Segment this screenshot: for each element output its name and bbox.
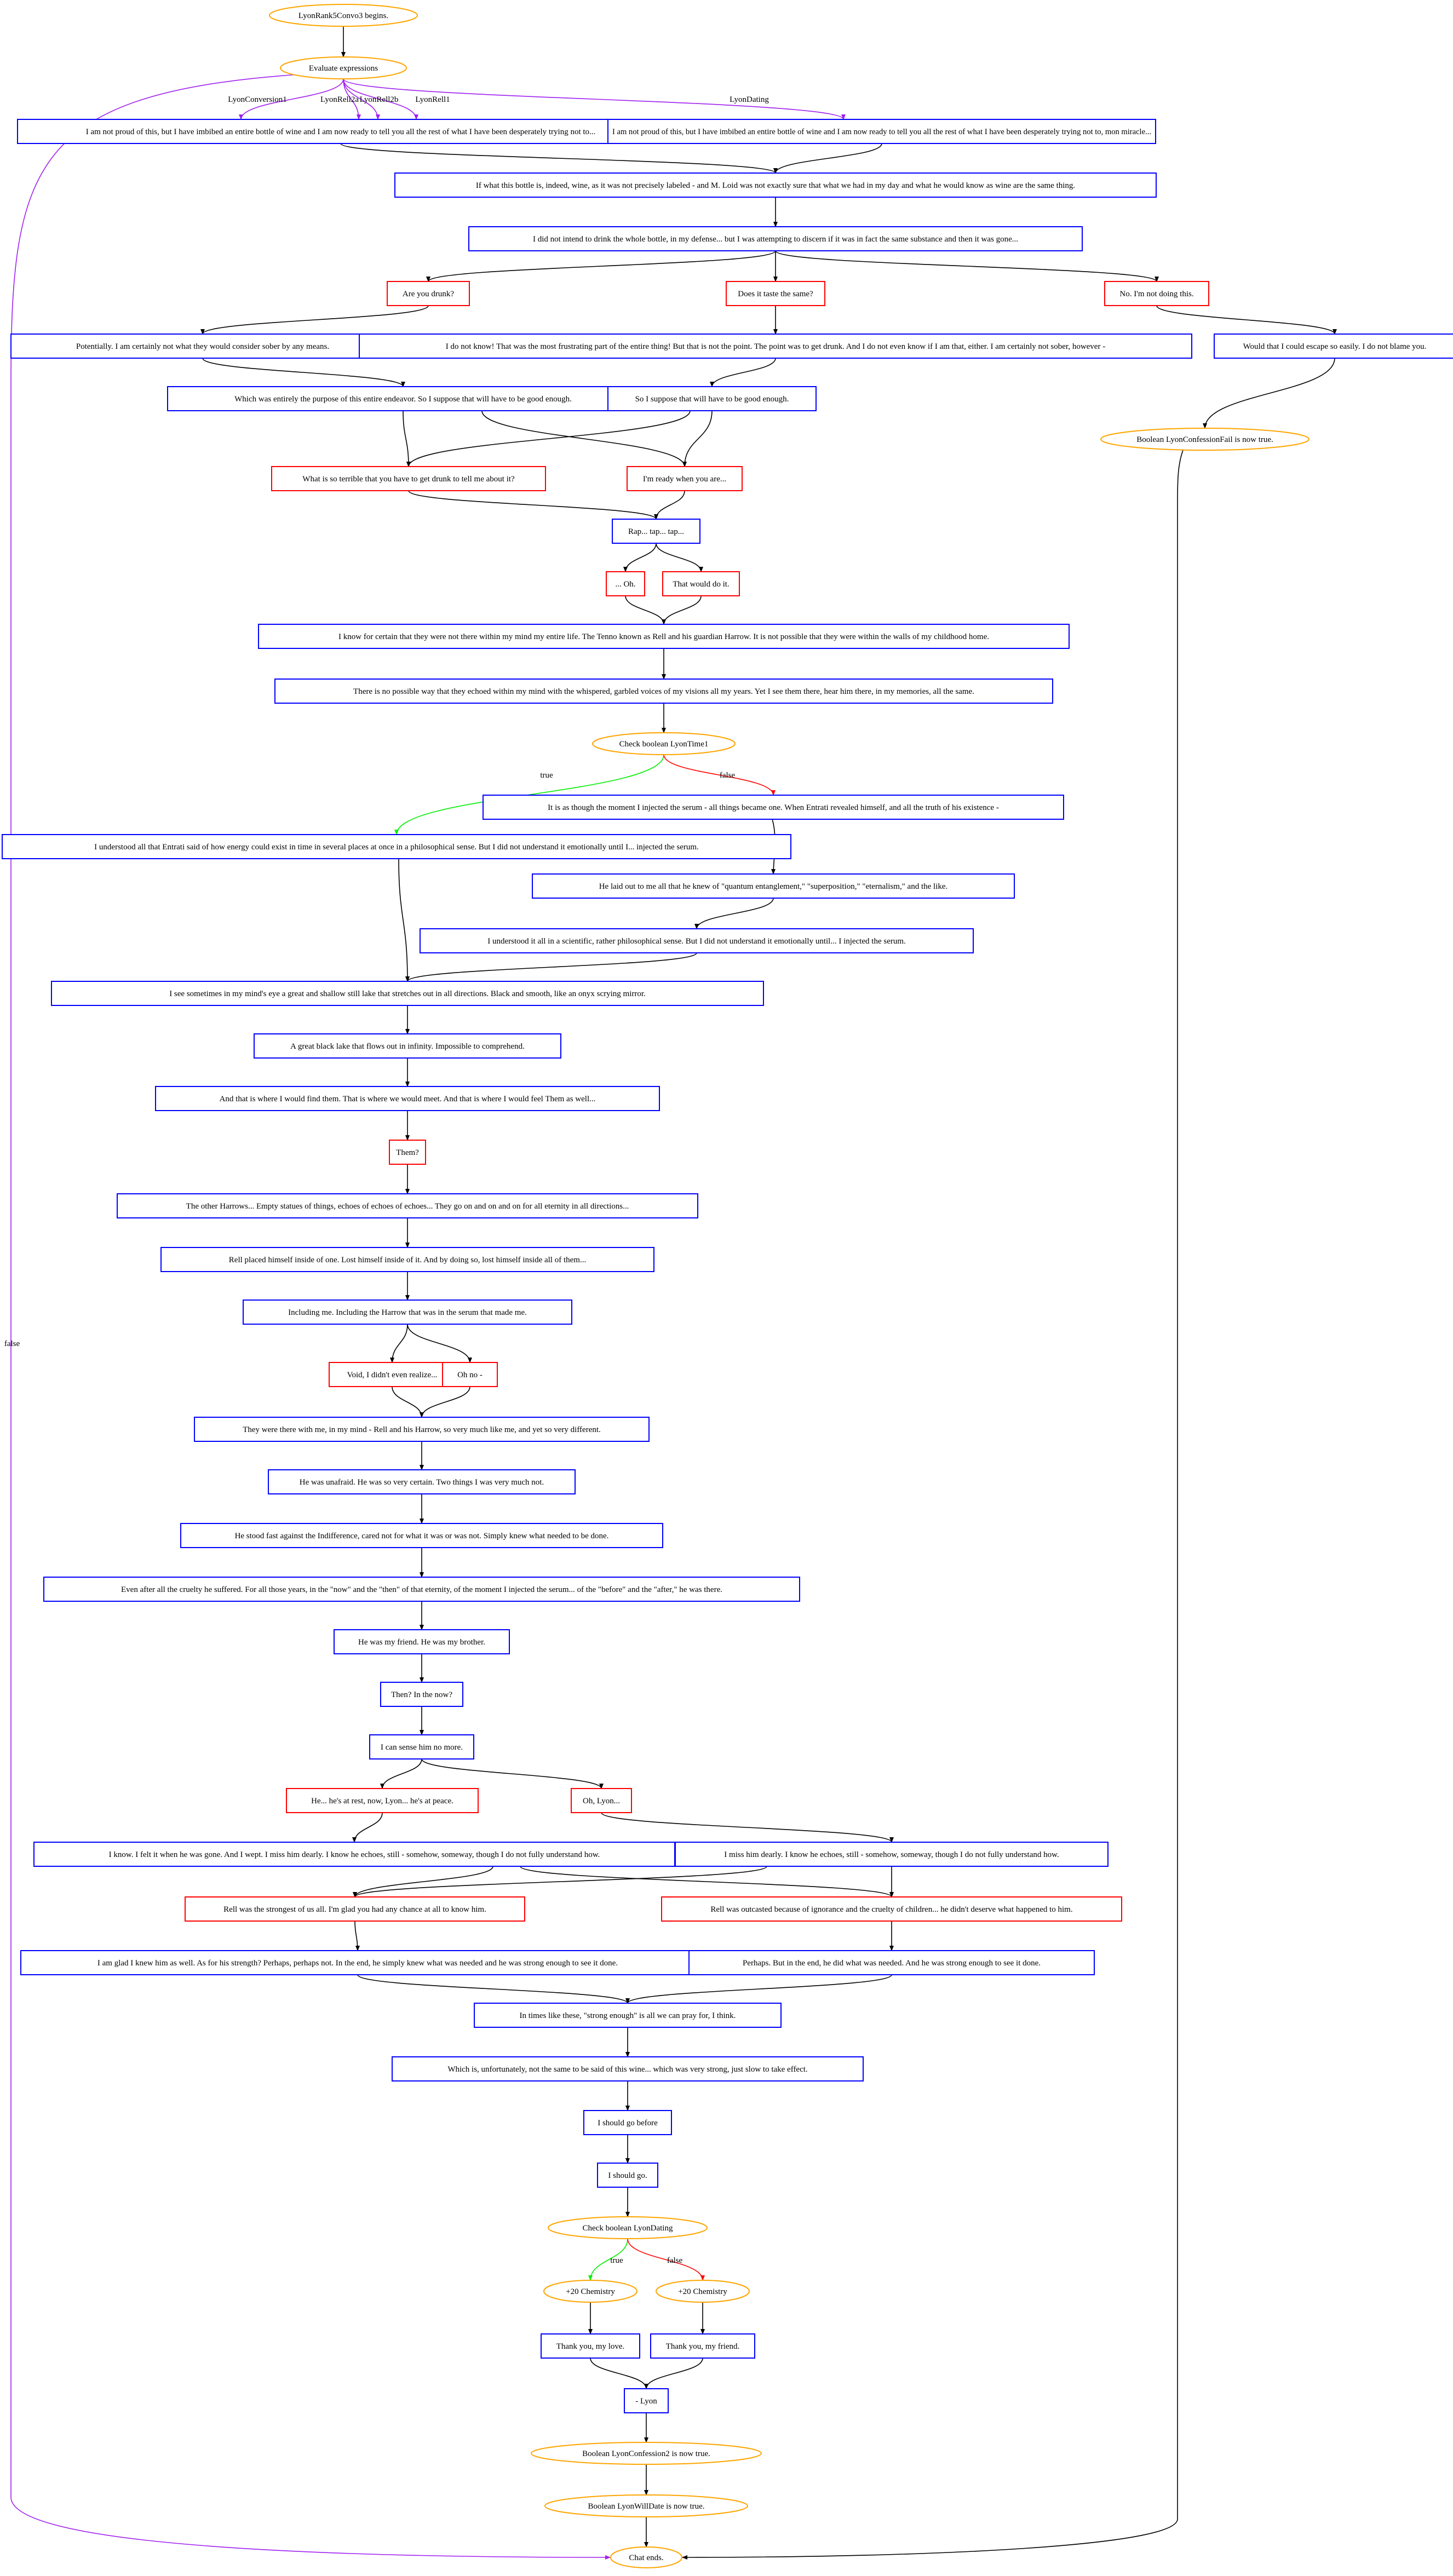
node-text: I am not proud of this, but I have imbibed an entire bottle of wine and I am now ready to tell you all the rest of what I have been desperately trying not to, mon miracle... bbox=[612, 128, 1151, 136]
node-text: I should go before bbox=[598, 2119, 658, 2128]
dialogue-node-n33 bbox=[689, 1951, 1094, 1975]
dialogue-node-n13 bbox=[483, 795, 1064, 819]
node-text: So I suppose that will have to be good enough. bbox=[635, 395, 789, 404]
node-text: Rell was outcasted because of ignorance and the cruelty of children... he didn't deserve what happened to him. bbox=[710, 1905, 1073, 1914]
edge-n10-to-c7 bbox=[656, 543, 701, 572]
node-text: Rell was the strongest of us all. I'm glad you had any chance at all to know him. bbox=[223, 1905, 486, 1914]
node-text: Would that I could escape so easily. I do not blame you. bbox=[1243, 342, 1427, 351]
dialogue-node-n22 bbox=[243, 1300, 572, 1324]
choice-node-c8 bbox=[389, 1140, 426, 1164]
event-node-e2 bbox=[656, 2280, 749, 2302]
edge-n39-to-n40 bbox=[646, 2358, 703, 2389]
dialogue-node-n21 bbox=[161, 1247, 654, 1272]
node-text: In times like these, "strong enough" is all we can pray for, I think. bbox=[519, 2011, 736, 2020]
choice-node-c11 bbox=[286, 1789, 478, 1813]
edge-n33-to-n34 bbox=[628, 1975, 892, 2003]
edge-label-true-chk2: true bbox=[610, 2256, 623, 2265]
node-text: +20 Chemistry bbox=[678, 2287, 727, 2296]
edge-c7-to-n11 bbox=[664, 596, 701, 624]
node-text: If what this bottle is, indeed, wine, as it was not precisely labeled - and M. Loid was not exactly sure that what we had in my day and what he would know as wine are the same thing. bbox=[475, 181, 1076, 190]
edge-n22-to-c10 bbox=[407, 1324, 470, 1362]
dialogue-node-n11 bbox=[259, 624, 1069, 648]
dialogue-node-n34 bbox=[474, 2003, 781, 2027]
dialogue-node-n19 bbox=[156, 1086, 659, 1111]
node-text: Evaluate expressions bbox=[308, 64, 378, 73]
dialogue-node-n16 bbox=[420, 929, 973, 953]
dialogue-node-n8 bbox=[168, 387, 639, 411]
node-text: Check boolean LyonDating bbox=[582, 2224, 673, 2233]
edge-label-true-chk1: true bbox=[540, 771, 553, 780]
dialogue-node-n36 bbox=[584, 2111, 671, 2135]
node-text: Potentially. I am certainly not what they would consider sober by any means. bbox=[76, 342, 330, 351]
node-text: He laid out to me all that he knew of "quantum entanglement," "superposition," "eternalism," and the like. bbox=[599, 882, 948, 891]
choice-node-c14 bbox=[662, 1897, 1122, 1921]
node-text: I should go. bbox=[608, 2171, 647, 2180]
event-node-b3 bbox=[545, 2495, 748, 2517]
edge-c9-to-n23 bbox=[392, 1387, 422, 1417]
edge-n38-to-n40 bbox=[590, 2358, 646, 2389]
node-text: - Lyon bbox=[635, 2397, 657, 2406]
node-text: Void, I didn't even realize... bbox=[347, 1371, 438, 1379]
edge-label-false-left: false bbox=[4, 1339, 20, 1348]
node-text: Including me. Including the Harrow that was in the serum that made me. bbox=[288, 1308, 527, 1317]
choice-node-c3 bbox=[1105, 281, 1209, 306]
edge-n22-to-c9 bbox=[392, 1324, 407, 1362]
node-text: That would do it. bbox=[673, 580, 730, 589]
node-text: Rell placed himself inside of one. Lost himself inside of it. And by doing so, lost himself inside all of them... bbox=[228, 1256, 587, 1264]
choice-node-c1 bbox=[387, 281, 469, 306]
event-node-end bbox=[611, 2547, 682, 2568]
node-text: +20 Chemistry bbox=[566, 2287, 615, 2296]
choice-node-c12 bbox=[571, 1789, 631, 1813]
dialogue-node-n31 bbox=[675, 1842, 1108, 1866]
dialogue-node-n3 bbox=[395, 173, 1156, 197]
choice-node-c2 bbox=[726, 281, 825, 306]
dialogue-node-n28 bbox=[381, 1682, 463, 1706]
edge-n30-to-c13 bbox=[355, 1866, 493, 1897]
choice-node-c5 bbox=[627, 467, 742, 491]
node-text: Boolean LyonConfessionFail is now true. bbox=[1136, 435, 1273, 444]
edge-n10-to-c6 bbox=[625, 543, 656, 572]
edge-n14-to-n17 bbox=[399, 859, 407, 981]
node-text: I know. I felt it when he was gone. And I wept. I miss him dearly. I know he echoes, still - somehow, someway, though I do not fully understand how. bbox=[108, 1850, 600, 1859]
edge-c13-to-n32 bbox=[355, 1921, 358, 1951]
node-text: Then? In the now? bbox=[390, 1691, 453, 1699]
node-text: Chat ends. bbox=[629, 2554, 664, 2562]
edge-c10-to-n23 bbox=[422, 1387, 470, 1417]
edge-n5-to-n8 bbox=[203, 358, 403, 387]
node-text: I miss him dearly. I know he echoes, still - somehow, someway, though I do not fully understand how. bbox=[724, 1850, 1059, 1859]
edge-n16-to-n17 bbox=[407, 953, 697, 981]
node-text: Even after all the cruelty he suffered. For all those years, in the "now" and the "then" of that eternity, of the moment I injected the serum... of the "before" and the "after," he was there. bbox=[121, 1585, 722, 1594]
node-text: I am not proud of this, but I have imbibed an entire bottle of wine and I am now ready to tell you all the rest of what I have been desperately trying not to... bbox=[85, 128, 596, 136]
edge-b1-to-end bbox=[682, 450, 1183, 2557]
node-text: What is so terrible that you have to get drunk to tell me about it? bbox=[302, 475, 515, 484]
event-node-b1 bbox=[1101, 428, 1309, 450]
dialogue-node-n23 bbox=[194, 1417, 649, 1441]
node-text: A great black lake that flows out in infinity. Impossible to comprehend. bbox=[290, 1042, 525, 1051]
dialogue-node-n7 bbox=[1214, 334, 1453, 358]
node-text: Them? bbox=[396, 1148, 419, 1157]
edge-n6-to-n9 bbox=[712, 358, 776, 387]
edge-chk2-to-e2 bbox=[628, 2239, 703, 2280]
node-text: Which was entirely the purpose of this entire endeavor. So I suppose that will have to be good enough. bbox=[234, 395, 572, 404]
node-text: Thank you, my friend. bbox=[665, 2342, 740, 2351]
dialogue-node-n39 bbox=[651, 2334, 755, 2358]
dialogue-node-n29 bbox=[370, 1735, 474, 1759]
node-text: I know for certain that they were not there within my mind my entire life. The Tenno known as Rell and his guardian Harrow. It is not possible that they were within the walls of my childhood home. bbox=[338, 633, 989, 641]
node-text: And that is where I would find them. That is where we would meet. And that is where I would feel Them as well... bbox=[219, 1095, 596, 1103]
dialogue-node-n26 bbox=[44, 1577, 800, 1601]
dialogue-node-n17 bbox=[51, 981, 763, 1005]
edge-label-lyon-rell1: LyonRell1 bbox=[415, 95, 450, 104]
edge-n29-to-c12 bbox=[422, 1759, 601, 1789]
choice-node-c10 bbox=[443, 1362, 497, 1387]
node-text: Thank you, my love. bbox=[556, 2342, 625, 2351]
dialogue-node-n6 bbox=[359, 334, 1192, 358]
edge-n4-to-c1 bbox=[428, 251, 776, 281]
nodes-layer bbox=[2, 4, 1453, 2568]
node-text: He stood fast against the Indifference, cared not for what it was or was not. Simply knew what needed to be done. bbox=[234, 1532, 609, 1540]
edge-c6-to-n11 bbox=[625, 596, 664, 624]
edge-n15-to-n16 bbox=[697, 898, 773, 929]
node-text: Boolean LyonWillDate is now true. bbox=[588, 2502, 705, 2511]
edge-n7-to-b1 bbox=[1205, 358, 1335, 428]
node-text: No. I'm not doing this. bbox=[1119, 290, 1194, 298]
edge-label-lyon-conversion1: LyonConversion1 bbox=[228, 95, 287, 104]
edge-label-false-chk1: false bbox=[719, 771, 736, 780]
choice-node-c13 bbox=[185, 1897, 525, 1921]
node-text: Boolean LyonConfession2 is now true. bbox=[582, 2450, 710, 2458]
edge-label-lyon-rell2a: LyonRell2a bbox=[320, 95, 359, 104]
edge-n30-to-c14 bbox=[520, 1866, 892, 1897]
node-text: I see sometimes in my mind's eye a great and shallow still lake that stretches out in all directions. Black and smooth, like an onyx scrying mirror. bbox=[169, 990, 646, 998]
node-text: They were there with me, in my mind - Rell and his Harrow, so very much like me, and yet so very different. bbox=[243, 1425, 601, 1434]
edge-label-lyon-rell2b: LyonRell2b bbox=[359, 95, 399, 104]
node-text: Perhaps. But in the end, he did what was needed. And he was strong enough to see it done. bbox=[742, 1959, 1041, 1968]
node-text: There is no possible way that they echoed within my mind with the whispered, garbled voices of my visions all my years. Yet I see them there, hear him there, in my memories, all the same. bbox=[353, 687, 974, 696]
event-node-chk1 bbox=[593, 733, 735, 755]
dialogue-node-n35 bbox=[392, 2057, 863, 2081]
node-text: The other Harrows... Empty statues of things, echoes of echoes of echoes... They go on and on and on for all eternity in all directions... bbox=[186, 1202, 629, 1211]
node-text: ... Oh. bbox=[615, 580, 636, 589]
edge-c4-to-n10 bbox=[409, 491, 656, 519]
choice-node-c9 bbox=[329, 1362, 455, 1387]
node-text: He was my friend. He was my brother. bbox=[358, 1638, 486, 1647]
event-node-start bbox=[269, 4, 417, 26]
edge-n8-to-c5 bbox=[482, 411, 685, 467]
dialogue-node-n38 bbox=[541, 2334, 640, 2358]
dialogue-node-d1 bbox=[18, 119, 664, 143]
edge-label-false-chk2: false bbox=[667, 2256, 683, 2265]
edge-chk1-to-n13 bbox=[664, 755, 773, 795]
choice-node-c7 bbox=[663, 572, 739, 596]
node-text: I understood it all in a scientific, rather philosophical sense. But I did not understand it emotionally until... I injected the serum. bbox=[487, 937, 906, 946]
event-node-b2 bbox=[531, 2442, 761, 2464]
event-node-eval bbox=[280, 57, 406, 79]
node-text: He was unafraid. He was so very certain. Two things I was very much not. bbox=[299, 1478, 544, 1487]
event-node-e1 bbox=[544, 2280, 637, 2302]
node-text: I did not intend to drink the whole bottle, in my defense... but I was attempting to discern if it was in fact the same substance and then it was gone... bbox=[532, 235, 1019, 244]
event-node-chk2 bbox=[548, 2217, 707, 2239]
node-text: I can sense him no more. bbox=[381, 1743, 463, 1752]
node-text: Oh, Lyon... bbox=[583, 1797, 620, 1806]
edge-c11-to-n30 bbox=[354, 1813, 382, 1842]
node-text: I do not know! That was the most frustrating part of the entire thing! But that is not the point. The point was to get drunk. And I do not even know if I am that, either. I am certainly not sober, however - bbox=[445, 342, 1106, 351]
node-text: It is as though the moment I injected the serum - all things became one. When Entrati revealed himself, and all the truth of his existence - bbox=[548, 803, 999, 812]
edge-label-lyon-dating: LyonDating bbox=[730, 95, 769, 104]
dialogue-node-n20 bbox=[117, 1194, 698, 1218]
dialogue-node-n27 bbox=[334, 1630, 509, 1654]
edge-n29-to-c11 bbox=[382, 1759, 422, 1789]
dialogue-node-n37 bbox=[598, 2163, 658, 2187]
edge-n4-to-c3 bbox=[776, 251, 1157, 281]
node-text: LyonRank5Convo3 begins. bbox=[298, 12, 389, 20]
edge-d1-to-n3 bbox=[341, 143, 776, 173]
dialogue-node-n32 bbox=[21, 1951, 694, 1975]
dialogue-node-n15 bbox=[532, 874, 1014, 898]
dialogue-node-d2 bbox=[608, 119, 1156, 143]
node-text: Are you drunk? bbox=[402, 290, 455, 298]
edge-n9-to-c5 bbox=[685, 411, 712, 467]
edge-d2-to-n3 bbox=[776, 143, 882, 173]
dialogue-node-n24 bbox=[268, 1470, 575, 1494]
dialogue-node-n12 bbox=[275, 679, 1053, 703]
edge-n32-to-n34 bbox=[358, 1975, 628, 2003]
node-text: Oh no - bbox=[457, 1371, 483, 1379]
dialogue-node-n5 bbox=[11, 334, 394, 358]
dialogue-node-n4 bbox=[469, 227, 1082, 251]
edge-labels-layer bbox=[4, 95, 769, 2265]
node-text: I'm ready when you are... bbox=[642, 475, 727, 484]
node-text: Rap... tap... tap... bbox=[628, 527, 685, 536]
dialogue-node-n10 bbox=[612, 519, 700, 543]
node-text: He... he's at rest, now, Lyon... he's at peace. bbox=[311, 1797, 453, 1806]
choice-node-c4 bbox=[272, 467, 545, 491]
choice-node-c6 bbox=[606, 572, 645, 596]
dialogue-node-n30 bbox=[34, 1842, 675, 1866]
node-text: I understood all that Entrati said of how energy could exist in time in several places at once in a philosophical sense. But I did not understand it emotionally until I... injected the serum. bbox=[94, 843, 699, 852]
dialogue-node-n14 bbox=[2, 835, 791, 859]
dialogue-node-n9 bbox=[608, 387, 816, 411]
node-text: I am glad I knew him as well. As for his strength? Perhaps, perhaps not. In the end, he simply knew what was needed and he was strong enough to see it done. bbox=[97, 1959, 618, 1968]
node-text: Does it taste the same? bbox=[738, 290, 813, 298]
edge-c5-to-n10 bbox=[656, 491, 685, 519]
edge-n9-to-c4 bbox=[409, 411, 690, 467]
node-text: Check boolean LyonTime1 bbox=[619, 740, 709, 749]
dialogue-node-n40 bbox=[624, 2389, 668, 2413]
dialogue-node-n25 bbox=[181, 1523, 663, 1548]
edge-c12-to-n31 bbox=[601, 1813, 892, 1842]
edge-c1-to-n5 bbox=[203, 306, 428, 334]
edge-c3-to-n7 bbox=[1157, 306, 1335, 334]
edge-n8-to-c4 bbox=[403, 411, 409, 467]
node-text: Which is, unfortunately, not the same to be said of this wine... which was very strong, just slow to take effect. bbox=[447, 2065, 808, 2074]
dialogue-node-n18 bbox=[254, 1034, 561, 1058]
